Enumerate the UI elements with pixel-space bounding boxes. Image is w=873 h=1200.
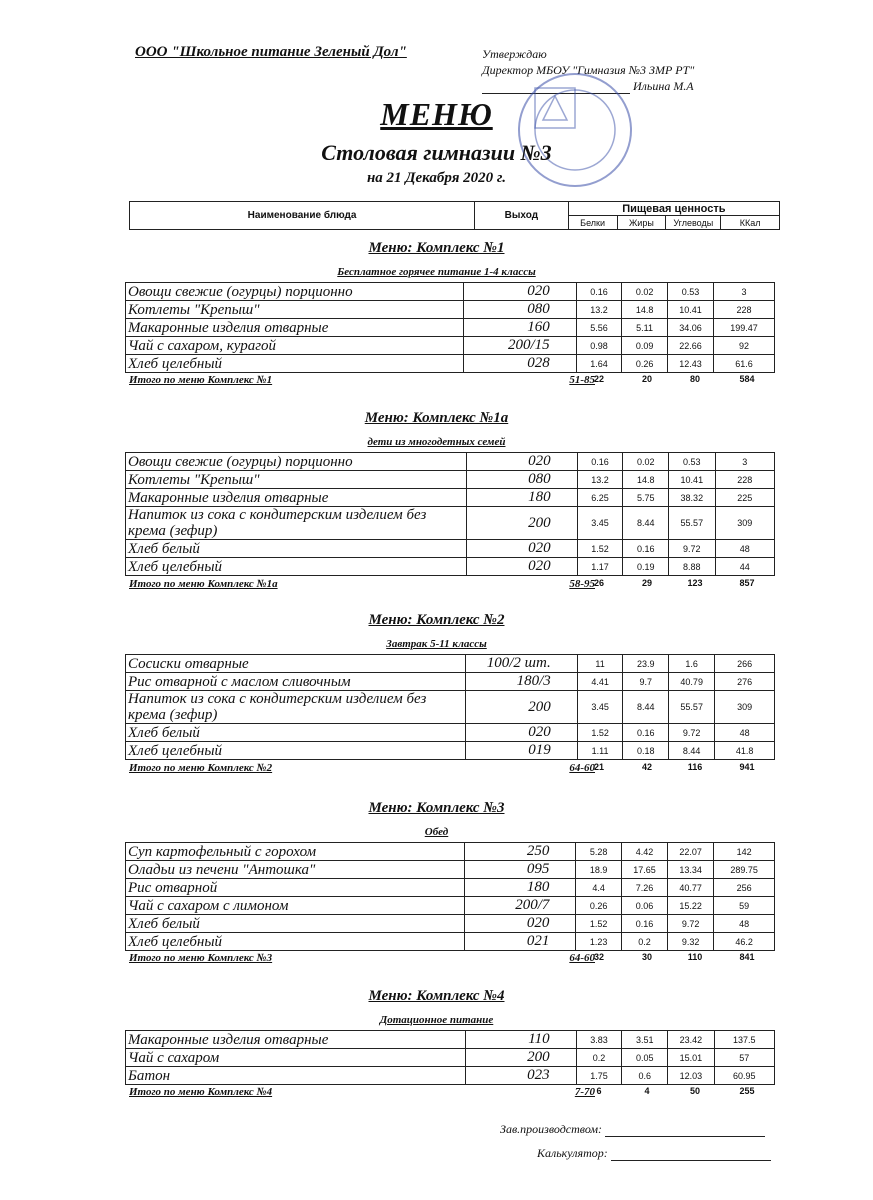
section-group: дети из многодетных семей bbox=[367, 436, 506, 448]
kcal-value: 276 bbox=[715, 673, 775, 691]
dish-name: Напиток из сока с кондитерским изделием без крема (зефир) bbox=[126, 691, 466, 724]
table-row bbox=[126, 673, 775, 691]
fat-value: 5.11 bbox=[622, 319, 668, 337]
kcal-value: 44 bbox=[715, 558, 775, 576]
dish-output: 160 bbox=[463, 319, 576, 337]
carbs-value: 13.34 bbox=[668, 861, 714, 879]
table-row bbox=[126, 489, 775, 507]
kcal-value: 3 bbox=[715, 453, 775, 471]
table-row bbox=[126, 337, 775, 355]
kcal-value: 60.95 bbox=[714, 1067, 774, 1085]
dish-name: Макаронные изделия отварные bbox=[126, 489, 467, 507]
carbs-value: 12.03 bbox=[668, 1067, 714, 1085]
table-row bbox=[126, 691, 775, 724]
protein-value: 1.52 bbox=[577, 540, 623, 558]
carbs-value: 55.57 bbox=[669, 691, 715, 724]
total-output: 64-60 bbox=[569, 762, 595, 774]
table-row bbox=[126, 724, 775, 742]
total-protein: 22 bbox=[593, 374, 604, 384]
protein-value: 4.4 bbox=[576, 879, 622, 897]
total-output: 58-95 bbox=[569, 578, 595, 590]
header-dish-name: Наименование блюда bbox=[130, 202, 475, 230]
total-output: 7-70 bbox=[574, 1086, 595, 1098]
carbs-value: 40.77 bbox=[668, 879, 714, 897]
section-total bbox=[125, 762, 775, 776]
carbs-value: 9.32 bbox=[668, 933, 714, 951]
dish-output: 180 bbox=[464, 879, 576, 897]
dish-name: Чай с сахаром bbox=[126, 1049, 466, 1067]
table-row bbox=[126, 861, 775, 879]
dish-output: 020 bbox=[466, 558, 577, 576]
carbs-value: 9.72 bbox=[669, 540, 715, 558]
total-kcal: 857 bbox=[739, 578, 755, 588]
total-kcal: 841 bbox=[739, 952, 755, 962]
kcal-value: 46.2 bbox=[714, 933, 775, 951]
total-kcal: 255 bbox=[739, 1086, 755, 1096]
total-protein: 26 bbox=[593, 578, 604, 588]
table-row bbox=[126, 742, 775, 760]
carbs-value: 34.06 bbox=[667, 319, 713, 337]
kcal-value: 59 bbox=[714, 897, 775, 915]
section-group: Бесплатное горячее питание 1-4 классы bbox=[337, 266, 536, 278]
carbs-value: 40.79 bbox=[669, 673, 715, 691]
menu-table bbox=[125, 842, 775, 951]
dish-output: 020 bbox=[463, 283, 576, 301]
kcal-value: 199.47 bbox=[714, 319, 775, 337]
protein-value: 18.9 bbox=[576, 861, 622, 879]
menu-table bbox=[125, 1030, 775, 1085]
dish-name: Оладьи из печени "Антошка" bbox=[126, 861, 465, 879]
fat-value: 0.16 bbox=[623, 540, 669, 558]
protein-value: 11 bbox=[577, 655, 623, 673]
section-total bbox=[125, 374, 775, 388]
kcal-value: 137.5 bbox=[714, 1031, 774, 1049]
dish-output: 180/3 bbox=[465, 673, 577, 691]
dish-name: Хлеб целебный bbox=[126, 933, 465, 951]
protein-value: 3.45 bbox=[577, 507, 623, 540]
canteen-name: Столовая гимназии №3 bbox=[321, 140, 552, 165]
total-carbs: 50 bbox=[689, 1086, 700, 1096]
table-header bbox=[129, 201, 780, 230]
total-output: 51-85 bbox=[569, 374, 595, 386]
kcal-value: 228 bbox=[714, 301, 775, 319]
dish-output: 200/7 bbox=[464, 897, 576, 915]
page-title: МЕНЮ bbox=[380, 96, 493, 132]
table-row bbox=[126, 283, 775, 301]
dish-output: 200 bbox=[465, 691, 577, 724]
fat-value: 14.8 bbox=[622, 301, 668, 319]
dish-name: Овощи свежие (огурцы) порционно bbox=[126, 453, 467, 471]
protein-value: 0.98 bbox=[576, 337, 622, 355]
table-row bbox=[126, 453, 775, 471]
header-kcal: ККал bbox=[721, 216, 780, 230]
total-carbs: 123 bbox=[687, 578, 703, 588]
carbs-value: 22.07 bbox=[668, 843, 714, 861]
fat-value: 8.44 bbox=[623, 691, 669, 724]
dish-output: 100/2 шт. bbox=[465, 655, 577, 673]
dish-name: Напиток из сока с кондитерским изделием без крема (зефир) bbox=[126, 507, 467, 540]
production-signature bbox=[500, 1122, 765, 1137]
protein-value: 3.83 bbox=[576, 1031, 622, 1049]
dish-name: Макаронные изделия отварные bbox=[126, 1031, 466, 1049]
dish-name: Котлеты "Крепыш" bbox=[126, 471, 467, 489]
carbs-value: 9.72 bbox=[668, 915, 714, 933]
dish-output: 200/15 bbox=[463, 337, 576, 355]
protein-value: 1.75 bbox=[576, 1067, 622, 1085]
table-row bbox=[126, 301, 775, 319]
fat-value: 0.26 bbox=[622, 355, 668, 373]
table-row bbox=[126, 471, 775, 489]
carbs-value: 1.6 bbox=[669, 655, 715, 673]
carbs-value: 9.72 bbox=[669, 724, 715, 742]
section-title: Меню: Комплекс №1а bbox=[364, 410, 509, 426]
total-fat: 42 bbox=[641, 762, 652, 772]
kcal-value: 3 bbox=[714, 283, 775, 301]
protein-value: 5.56 bbox=[576, 319, 622, 337]
dish-name: Чай с сахаром, курагой bbox=[126, 337, 464, 355]
carbs-value: 8.44 bbox=[669, 742, 715, 760]
organization-name: ООО "Школьное питание Зеленый Дол" bbox=[135, 44, 407, 60]
protein-value: 5.28 bbox=[576, 843, 622, 861]
table-row bbox=[126, 1031, 775, 1049]
carbs-value: 0.53 bbox=[667, 283, 713, 301]
fat-value: 23.9 bbox=[623, 655, 669, 673]
table-row bbox=[126, 558, 775, 576]
protein-value: 1.23 bbox=[576, 933, 622, 951]
section-total bbox=[125, 1086, 775, 1100]
kcal-value: 309 bbox=[715, 691, 775, 724]
total-carbs: 80 bbox=[689, 374, 700, 384]
calculator-label: Калькулятор: bbox=[537, 1146, 608, 1160]
section-group: Дотационное питание bbox=[379, 1014, 494, 1026]
carbs-value: 15.22 bbox=[668, 897, 714, 915]
protein-value: 0.16 bbox=[576, 283, 622, 301]
total-fat: 20 bbox=[641, 374, 652, 384]
table-row bbox=[126, 843, 775, 861]
menu-table bbox=[125, 282, 775, 373]
total-protein: 6 bbox=[596, 1086, 602, 1096]
total-carbs: 110 bbox=[687, 952, 703, 962]
total-label: Итого по меню Комплекс №2 bbox=[129, 762, 273, 774]
dish-name: Макаронные изделия отварные bbox=[126, 319, 464, 337]
total-fat: 30 bbox=[641, 952, 652, 962]
dish-name: Батон bbox=[126, 1067, 466, 1085]
carbs-value: 55.57 bbox=[669, 507, 715, 540]
section-total bbox=[125, 952, 775, 966]
header-carbs: Углеводы bbox=[666, 216, 721, 230]
fat-value: 0.05 bbox=[622, 1049, 668, 1067]
carbs-value: 15.01 bbox=[668, 1049, 714, 1067]
header-fat: Жиры bbox=[617, 216, 666, 230]
dish-name: Рис отварной bbox=[126, 879, 465, 897]
fat-value: 0.02 bbox=[623, 453, 669, 471]
total-protein: 21 bbox=[593, 762, 604, 772]
protein-value: 1.11 bbox=[577, 742, 623, 760]
dish-output: 080 bbox=[466, 471, 577, 489]
dish-output: 250 bbox=[464, 843, 576, 861]
dish-output: 095 bbox=[464, 861, 576, 879]
table-row bbox=[126, 1049, 775, 1067]
protein-value: 13.2 bbox=[577, 471, 623, 489]
protein-value: 1.17 bbox=[577, 558, 623, 576]
dish-name: Рис отварной с маслом сливочным bbox=[126, 673, 466, 691]
dish-name: Суп картофельный с горохом bbox=[126, 843, 465, 861]
fat-value: 0.16 bbox=[621, 915, 667, 933]
section-total bbox=[125, 578, 775, 592]
production-label: Зав.производством: bbox=[500, 1122, 603, 1136]
total-label: Итого по меню Комплекс №4 bbox=[129, 1086, 273, 1098]
protein-value: 1.64 bbox=[576, 355, 622, 373]
dish-output: 020 bbox=[466, 453, 577, 471]
dish-name: Чай с сахаром с лимоном bbox=[126, 897, 465, 915]
approve-name: Ильина М.А bbox=[633, 79, 694, 93]
kcal-value: 92 bbox=[714, 337, 775, 355]
kcal-value: 266 bbox=[715, 655, 775, 673]
section-title: Меню: Комплекс №2 bbox=[368, 612, 505, 628]
fat-value: 0.18 bbox=[623, 742, 669, 760]
dish-output: 200 bbox=[466, 507, 577, 540]
fat-value: 0.2 bbox=[621, 933, 667, 951]
fat-value: 9.7 bbox=[623, 673, 669, 691]
fat-value: 0.16 bbox=[623, 724, 669, 742]
kcal-value: 225 bbox=[715, 489, 775, 507]
fat-value: 0.09 bbox=[622, 337, 668, 355]
total-output: 64-60 bbox=[569, 952, 595, 964]
dish-output: 080 bbox=[463, 301, 576, 319]
kcal-value: 48 bbox=[714, 915, 775, 933]
dish-output: 180 bbox=[466, 489, 577, 507]
calculator-signature bbox=[537, 1146, 771, 1161]
section-title: Меню: Комплекс №4 bbox=[368, 988, 505, 1004]
kcal-value: 41.8 bbox=[715, 742, 775, 760]
fat-value: 0.02 bbox=[622, 283, 668, 301]
dish-name: Хлеб целебный bbox=[126, 742, 466, 760]
total-label: Итого по меню Комплекс №3 bbox=[129, 952, 273, 964]
dish-output: 028 bbox=[463, 355, 576, 373]
dish-output: 019 bbox=[465, 742, 577, 760]
fat-value: 8.44 bbox=[623, 507, 669, 540]
header-nutrition: Пищевая ценность bbox=[568, 202, 779, 216]
table-row bbox=[126, 915, 775, 933]
dish-output: 023 bbox=[465, 1067, 576, 1085]
menu-table bbox=[125, 452, 775, 576]
dish-name: Овощи свежие (огурцы) порционно bbox=[126, 283, 464, 301]
table-row bbox=[126, 507, 775, 540]
section-group: Завтрак 5-11 классы bbox=[386, 638, 487, 650]
dish-output: 020 bbox=[466, 540, 577, 558]
table-row bbox=[126, 355, 775, 373]
table-row bbox=[126, 319, 775, 337]
dish-output: 110 bbox=[465, 1031, 576, 1049]
kcal-value: 309 bbox=[715, 507, 775, 540]
protein-value: 13.2 bbox=[576, 301, 622, 319]
fat-value: 0.6 bbox=[622, 1067, 668, 1085]
table-row bbox=[126, 540, 775, 558]
kcal-value: 61.6 bbox=[714, 355, 775, 373]
carbs-value: 0.53 bbox=[669, 453, 715, 471]
approve-label: Утверждаю bbox=[482, 47, 547, 61]
fat-value: 4.42 bbox=[621, 843, 667, 861]
header-output: Выход bbox=[475, 202, 569, 230]
carbs-value: 38.32 bbox=[669, 489, 715, 507]
carbs-value: 10.41 bbox=[669, 471, 715, 489]
kcal-value: 142 bbox=[714, 843, 775, 861]
fat-value: 17.65 bbox=[621, 861, 667, 879]
dish-name: Котлеты "Крепыш" bbox=[126, 301, 464, 319]
kcal-value: 48 bbox=[715, 724, 775, 742]
carbs-value: 8.88 bbox=[669, 558, 715, 576]
carbs-value: 10.41 bbox=[667, 301, 713, 319]
kcal-value: 228 bbox=[715, 471, 775, 489]
menu-date: на 21 Декабря 2020 г. bbox=[366, 170, 507, 186]
dish-name: Хлеб целебный bbox=[126, 355, 464, 373]
carbs-value: 22.66 bbox=[667, 337, 713, 355]
protein-value: 4.41 bbox=[577, 673, 623, 691]
total-label: Итого по меню Комплекс №1а bbox=[129, 578, 278, 590]
dish-output: 020 bbox=[465, 724, 577, 742]
total-fat: 29 bbox=[641, 578, 652, 588]
table-row bbox=[126, 933, 775, 951]
header-protein: Белки bbox=[568, 216, 617, 230]
section-title: Меню: Комплекс №1 bbox=[368, 240, 505, 256]
protein-value: 3.45 bbox=[577, 691, 623, 724]
total-label: Итого по меню Комплекс №1 bbox=[129, 374, 273, 386]
kcal-value: 48 bbox=[715, 540, 775, 558]
section-group: Обед bbox=[424, 826, 449, 838]
table-row bbox=[126, 1067, 775, 1085]
dish-output: 020 bbox=[464, 915, 576, 933]
kcal-value: 57 bbox=[714, 1049, 774, 1067]
fat-value: 3.51 bbox=[622, 1031, 668, 1049]
menu-table bbox=[125, 654, 775, 760]
kcal-value: 289.75 bbox=[714, 861, 775, 879]
table-row bbox=[126, 879, 775, 897]
fat-value: 0.06 bbox=[621, 897, 667, 915]
dish-name: Хлеб белый bbox=[126, 540, 467, 558]
fat-value: 14.8 bbox=[623, 471, 669, 489]
table-row bbox=[126, 655, 775, 673]
total-fat: 4 bbox=[644, 1086, 650, 1096]
carbs-value: 23.42 bbox=[668, 1031, 714, 1049]
dish-output: 021 bbox=[464, 933, 576, 951]
fat-value: 5.75 bbox=[623, 489, 669, 507]
total-protein: 32 bbox=[593, 952, 604, 962]
table-row bbox=[126, 897, 775, 915]
protein-value: 0.2 bbox=[576, 1049, 622, 1067]
carbs-value: 12.43 bbox=[667, 355, 713, 373]
total-carbs: 116 bbox=[687, 762, 703, 772]
protein-value: 0.16 bbox=[577, 453, 623, 471]
protein-value: 1.52 bbox=[576, 915, 622, 933]
total-kcal: 941 bbox=[739, 762, 755, 772]
dish-name: Хлеб белый bbox=[126, 724, 466, 742]
protein-value: 0.26 bbox=[576, 897, 622, 915]
fat-value: 0.19 bbox=[623, 558, 669, 576]
dish-name: Сосиски отварные bbox=[126, 655, 466, 673]
dish-name: Хлеб целебный bbox=[126, 558, 467, 576]
dish-output: 200 bbox=[465, 1049, 576, 1067]
total-kcal: 584 bbox=[739, 374, 755, 384]
fat-value: 7.26 bbox=[621, 879, 667, 897]
protein-value: 6.25 bbox=[577, 489, 623, 507]
dish-name: Хлеб белый bbox=[126, 915, 465, 933]
approve-position: Директор МБОУ "Гимназия №3 ЗМР РТ" bbox=[482, 63, 695, 77]
section-title: Меню: Комплекс №3 bbox=[368, 800, 505, 816]
protein-value: 1.52 bbox=[577, 724, 623, 742]
kcal-value: 256 bbox=[714, 879, 775, 897]
